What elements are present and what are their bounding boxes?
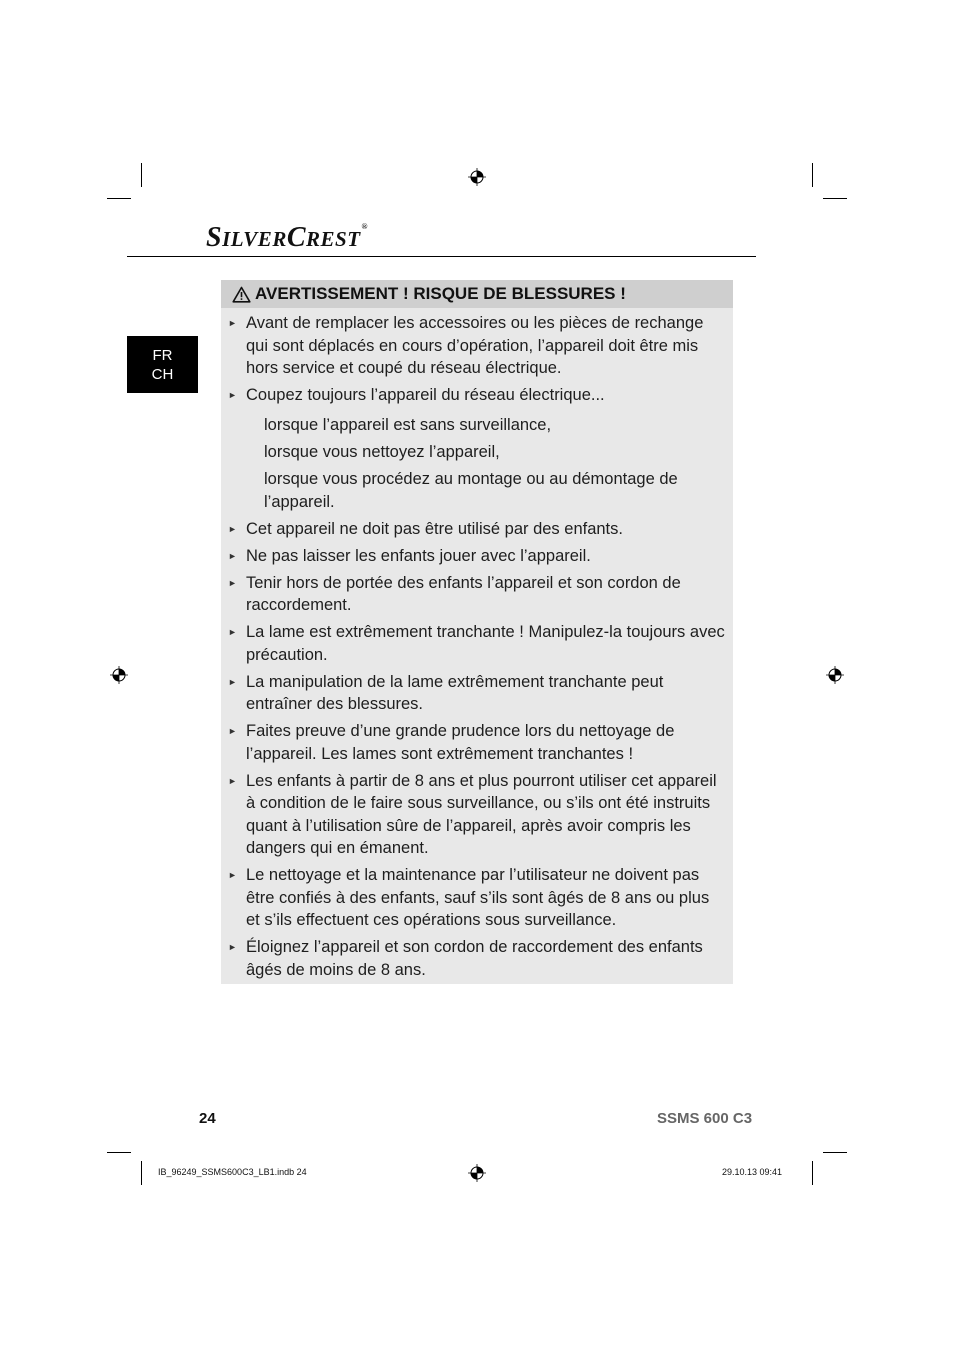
language-code: CH: [151, 365, 174, 383]
list-item-text: Éloignez l’appareil et son cordon de raccordement des enfants âgés de moins de 8 ans.: [246, 938, 703, 979]
logo-letter: C: [286, 222, 307, 253]
list-item-text: Ne pas laisser les enfants jouer avec l’appareil.: [246, 546, 591, 565]
crop-mark: [141, 163, 142, 187]
warning-list: [221, 308, 733, 981]
warning-heading-text: AVERTISSEMENT ! RISQUE DE BLESSURES !: [255, 284, 626, 303]
sub-list-item: lorsque vous nettoyez l’appareil,: [264, 443, 500, 461]
bullet-arrow-icon: ►: [228, 942, 237, 952]
logo-text: ILVER: [222, 227, 287, 251]
list-item: [228, 572, 725, 617]
registration-mark-icon: [110, 666, 128, 684]
bullet-arrow-icon: ►: [228, 726, 237, 736]
page-number: 24: [199, 1110, 216, 1127]
logo-text: REST: [306, 227, 361, 251]
bullet-arrow-icon: ►: [228, 627, 237, 637]
list-item-text: Les enfants à partir de 8 ans et plus pourront utiliser cet appareil à condition de le faire sous surveillance, ou s’ils ont été instruits quant à l’utilisation sûre de l’appareil, après avoir compris les dangers qui en émanent.: [246, 771, 717, 857]
registration-mark-icon: [468, 1164, 486, 1182]
crop-mark: [107, 198, 131, 199]
warning-heading: [221, 280, 733, 308]
bullet-arrow-icon: ►: [228, 523, 237, 534]
bullet-arrow-icon: ►: [228, 390, 237, 400]
print-slug-file: IB_96249_SSMS600C3_LB1.indb 24: [158, 1167, 307, 1177]
registration-mark-icon: [468, 168, 486, 186]
list-item-text: Avant de remplacer les accessoires ou les pièces de rechange qui sont déplacés en cours d’opération, l’appareil doit être mis hors service et coupé du réseau électrique.: [246, 314, 704, 377]
list-item: [228, 312, 725, 380]
bullet-arrow-icon: ►: [228, 550, 237, 561]
list-item: [228, 518, 725, 541]
registered-mark: ®: [361, 222, 369, 231]
crop-mark: [823, 198, 847, 199]
list-item-text: Le nettoyage et la maintenance par l’utilisateur ne doivent pas être confiés à des enfants, sauf s’ils sont âgés de 8 ans ou plus et s’ils effectuent ces opérations sous surveillance.: [246, 866, 710, 929]
crop-mark: [823, 1152, 847, 1153]
bullet-arrow-icon: ►: [228, 775, 237, 786]
registration-mark-icon: [826, 666, 844, 684]
bullet-arrow-icon: ►: [228, 870, 237, 880]
logo-letter: S: [206, 222, 223, 253]
list-item: [228, 671, 725, 716]
list-item: [228, 545, 725, 568]
list-item-text: La manipulation de la lame extrêmement tranchante peut entraîner des blessures.: [246, 672, 664, 713]
list-item-text: La lame est extrêmement tranchante ! Manipulez-la toujours avec précaution.: [246, 623, 725, 664]
list-item: [228, 384, 725, 407]
brand-logo: [206, 222, 368, 254]
warning-box: [221, 280, 733, 984]
list-item: [228, 720, 725, 765]
language-code: FR: [152, 346, 173, 364]
model-number: SSMS 600 C3: [657, 1110, 753, 1127]
list-item-text: Cet appareil ne doit pas être utilisé par des enfants.: [246, 519, 623, 538]
list-item-text: Faites preuve d’une grande prudence lors du nettoyage de l’appareil. Les lames sont extrêmement tranchantes !: [246, 722, 675, 763]
list-item: [228, 770, 725, 860]
bullet-arrow-icon: ►: [228, 577, 237, 588]
crop-mark: [812, 1161, 813, 1185]
language-tab: [127, 336, 198, 393]
list-item-text: Coupez toujours l’appareil du réseau électrique...: [246, 386, 605, 404]
sub-list-item: lorsque vous procédez au montage ou au démontage de l’appareil.: [264, 470, 678, 511]
crop-mark: [107, 1152, 131, 1153]
bullet-arrow-icon: ►: [228, 676, 237, 687]
print-slug-date: 29.10.13 09:41: [722, 1167, 783, 1177]
sub-list-item: lorsque l’appareil est sans surveillance,: [264, 416, 552, 434]
header-divider: [127, 256, 756, 257]
warning-triangle-icon: [232, 286, 251, 303]
bullet-arrow-icon: ►: [228, 318, 237, 328]
list-item-text: Tenir hors de portée des enfants l’appareil et son cordon de raccordement.: [246, 573, 681, 614]
crop-mark: [141, 1161, 142, 1185]
crop-mark: [812, 163, 813, 187]
list-item: [228, 936, 725, 981]
list-item: [228, 864, 725, 932]
list-item: [228, 621, 725, 666]
